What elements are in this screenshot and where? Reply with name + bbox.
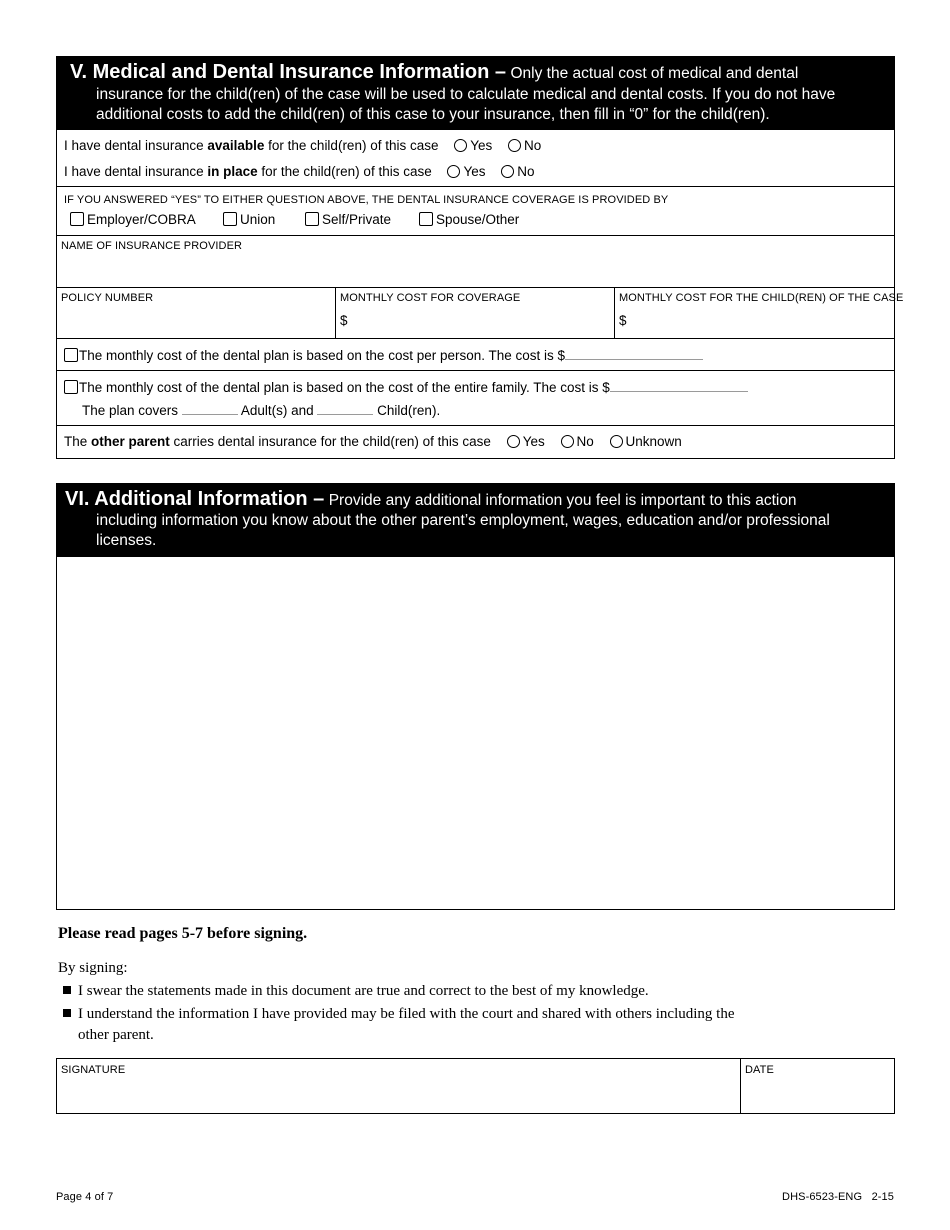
radio-icon bbox=[610, 435, 623, 448]
per-person-row: The monthly cost of the dental plan is based on the cost per person. The cost is $ bbox=[64, 347, 703, 363]
coverage-employer-checkbox[interactable]: Employer/COBRA bbox=[70, 212, 196, 227]
available-no-radio[interactable]: No bbox=[508, 138, 541, 153]
signing-bullet-1: I swear the statements made in this document are true and correct to the best of my knowledge. bbox=[63, 983, 649, 1000]
provider-label: NAME OF INSURANCE PROVIDER bbox=[61, 240, 243, 252]
section-vi-desc-line1: Provide any additional information you feel is important to this action bbox=[328, 492, 797, 509]
checkbox-icon bbox=[419, 212, 433, 226]
other-parent-unknown-radio[interactable]: Unknown bbox=[610, 434, 682, 449]
inplace-yes-radio[interactable]: Yes bbox=[447, 164, 485, 179]
divider bbox=[56, 287, 895, 288]
plan-covers-row: The plan covers Adult(s) and Child(ren). bbox=[82, 403, 441, 418]
dental-available-question: I have dental insurance available for the child(ren) of this case Yes No bbox=[64, 138, 542, 153]
section-v-desc-line1: Only the actual cost of medical and dental bbox=[510, 65, 799, 82]
family-row: The monthly cost of the dental plan is based on the cost of the entire family. The cost is $ bbox=[64, 379, 748, 395]
per-person-cost-field[interactable] bbox=[565, 347, 703, 360]
inplace-no-radio[interactable]: No bbox=[501, 164, 534, 179]
divider bbox=[335, 287, 336, 338]
monthly-child-label: MONTHLY COST FOR THE CHILD(REN) OF THE CASE bbox=[619, 292, 904, 304]
children-count-field[interactable] bbox=[317, 402, 373, 415]
dental-inplace-question: I have dental insurance in place for the child(ren) of this case Yes No bbox=[64, 164, 535, 179]
radio-icon bbox=[561, 435, 574, 448]
coverage-union-checkbox[interactable]: Union bbox=[223, 212, 275, 227]
coverage-spouse-checkbox[interactable]: Spouse/Other bbox=[419, 212, 519, 227]
family-cost-field[interactable] bbox=[610, 379, 748, 392]
coverage-label: IF YOU ANSWERED “YES” TO EITHER QUESTION ABOVE, THE DENTAL INSURANCE COVERAGE IS PROVIDED BY bbox=[64, 194, 669, 206]
signing-bullet-2: I understand the information I have provided may be filed with the court and shared with others including the bbox=[63, 1006, 734, 1023]
divider bbox=[56, 370, 895, 371]
signing-notice: Please read pages 5-7 before signing. bbox=[58, 925, 308, 942]
form-id: DHS-6523-ENG 2-15 bbox=[782, 1191, 894, 1203]
section-v-desc-line3: additional costs to add the child(ren) of this case to your insurance, then fill in “0” for the child(ren). bbox=[96, 106, 770, 123]
date-field[interactable] bbox=[742, 1078, 893, 1113]
radio-icon bbox=[508, 139, 521, 152]
radio-icon bbox=[447, 165, 460, 178]
coverage-self-checkbox[interactable]: Self/Private bbox=[305, 212, 391, 227]
page-number: Page 4 of 7 bbox=[56, 1191, 114, 1203]
checkbox-icon bbox=[223, 212, 237, 226]
signing-bullet-2-cont: other parent. bbox=[78, 1027, 154, 1043]
policy-number-field[interactable] bbox=[57, 306, 334, 337]
other-parent-no-radio[interactable]: No bbox=[561, 434, 594, 449]
divider bbox=[56, 235, 895, 236]
bullet-icon bbox=[63, 1009, 71, 1017]
available-yes-radio[interactable]: Yes bbox=[454, 138, 492, 153]
monthly-cost-label: MONTHLY COST FOR COVERAGE bbox=[340, 292, 521, 304]
signature-label: SIGNATURE bbox=[61, 1064, 126, 1076]
section-vi-title: VI. Additional Information – bbox=[65, 488, 325, 510]
provider-name-field[interactable] bbox=[57, 255, 894, 286]
by-signing-label: By signing: bbox=[58, 960, 128, 976]
per-person-checkbox[interactable] bbox=[64, 348, 78, 362]
section-vi-desc-line3: licenses. bbox=[96, 532, 157, 549]
checkbox-icon bbox=[70, 212, 84, 226]
section-v-title: V. Medical and Dental Insurance Information – bbox=[70, 61, 507, 83]
family-checkbox[interactable] bbox=[64, 380, 78, 394]
radio-icon bbox=[507, 435, 520, 448]
divider bbox=[56, 338, 895, 339]
additional-info-textarea[interactable] bbox=[56, 556, 895, 910]
radio-icon bbox=[454, 139, 467, 152]
adults-count-field[interactable] bbox=[182, 402, 238, 415]
checkbox-icon bbox=[305, 212, 319, 226]
other-parent-yes-radio[interactable]: Yes bbox=[507, 434, 545, 449]
section-v-desc-line2: insurance for the child(ren) of the case will be used to calculate medical and dental costs. If you do not have bbox=[96, 86, 836, 103]
signature-field[interactable] bbox=[57, 1078, 739, 1113]
policy-label: POLICY NUMBER bbox=[61, 292, 154, 304]
divider bbox=[56, 186, 895, 187]
section-vi-desc-line2: including information you know about the other parent’s employment, wages, education and/or professional bbox=[96, 512, 830, 529]
section-v-header bbox=[56, 56, 895, 130]
monthly-child-dollar: $ bbox=[619, 313, 627, 328]
divider bbox=[56, 425, 895, 426]
bullet-icon bbox=[63, 986, 71, 994]
monthly-child-cost-field[interactable] bbox=[629, 306, 893, 337]
monthly-cost-field[interactable] bbox=[350, 306, 612, 337]
date-label: DATE bbox=[745, 1064, 774, 1076]
radio-icon bbox=[501, 165, 514, 178]
other-parent-question: The other parent carries dental insurance for the child(ren) of this case Yes No Unknown bbox=[64, 434, 682, 449]
section-vi-header bbox=[56, 483, 895, 557]
divider bbox=[614, 287, 615, 338]
divider bbox=[740, 1058, 741, 1114]
monthly-cost-dollar: $ bbox=[340, 313, 348, 328]
